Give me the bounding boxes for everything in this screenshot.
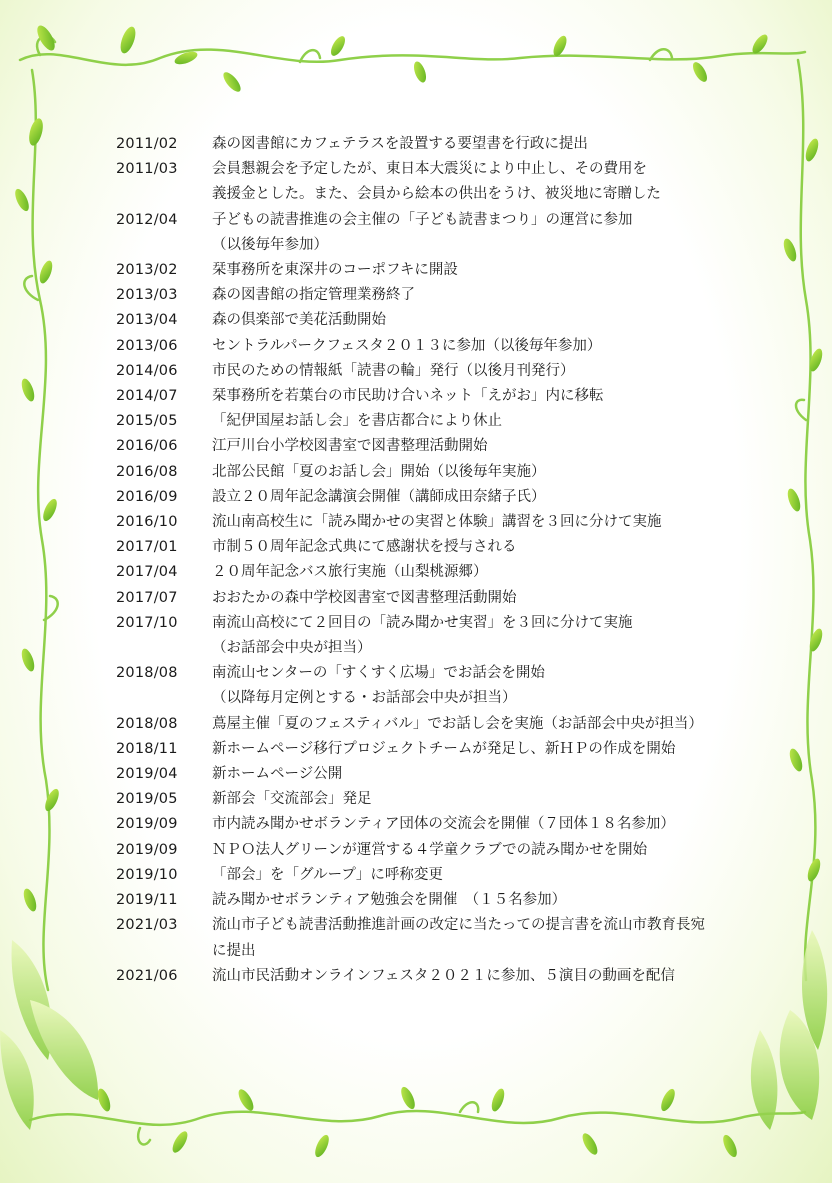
entry-description [212,157,756,207]
entry-description [212,560,756,585]
entry-description-line: ２０周年記念バス旅行実施（山梨桃源郷） [212,564,488,581]
entry-date: 2014/07 [116,388,178,405]
entry-date: 2013/02 [116,262,178,279]
entry-date: 2015/05 [116,413,178,430]
timeline-entry [116,560,756,585]
timeline-entry [116,787,756,812]
entry-description-line: 森の図書館の指定管理業務終了 [212,287,415,304]
entry-description-line: 会員懇親会を予定したが、東日本大震災により中止し、その費用を [212,161,647,178]
entry-date: 2019/09 [116,841,178,858]
entry-description-line: 「部会」を「グループ」に呼称変更 [212,866,443,883]
entry-description-line: 北部公民館「夏のお話し会」開始（以後毎年実施） [212,463,546,480]
entry-description-line: 流山市子ども読書活動推進計画の改定に当たっての提言書を流山市教育長宛 [212,917,705,934]
entry-description-line: （以後毎年参加） [212,236,328,253]
entry-description-line: 栞事務所を若葉台の市民助け合いネット「えがお」内に移転 [212,388,604,405]
timeline-entry [116,132,756,157]
timeline-entry [116,460,756,485]
entry-date: 2017/10 [116,614,178,631]
timeline-entry [116,863,756,888]
timeline-entry [116,737,756,762]
entry-description-line: 子どもの読書推進の会主催の「子ども読書まつり」の運営に参加 [212,211,633,228]
timeline-entry [116,964,756,989]
entry-description-line: 設立２０周年記念講演会開催（講師成田奈緒子氏） [212,488,546,505]
entry-date: 2016/10 [116,514,178,531]
entry-description [212,308,756,333]
entry-description [212,409,756,434]
entry-date: 2018/11 [116,740,178,757]
timeline-entry [116,510,756,535]
entry-description-line: 読み聞かせボランティア勉強会を開催 （１５名参加） [212,892,567,909]
entry-description [212,132,756,157]
entry-date: 2021/03 [116,917,178,934]
entry-date: 2021/06 [116,967,178,984]
entry-description-line: 栞事務所を東深井のコーポフキに開設 [212,262,458,279]
timeline-entry [116,586,756,611]
entry-description [212,838,756,863]
entry-date: 2019/05 [116,791,178,808]
entry-description [212,712,756,737]
entry-description-line: ＮＰＯ法人グリーンが運営する４学童クラブでの読み聞かせを開始 [212,841,648,858]
entry-date: 2017/07 [116,589,178,606]
entry-description [212,208,756,258]
entry-description-line: 市民のための情報紙「読書の輪」発行（以後月刊発行） [212,362,575,379]
entry-description [212,334,756,359]
timeline-entry [116,308,756,333]
entry-description [212,460,756,485]
entry-description-line: おおたかの森中学校図書室で図書整理活動開始 [212,589,517,606]
timeline-entry [116,535,756,560]
entry-description [212,787,756,812]
timeline-entry [116,384,756,409]
entry-description [212,485,756,510]
entry-date: 2019/09 [116,816,178,833]
timeline-entry [116,157,756,207]
timeline-entry [116,258,756,283]
entry-date: 2013/06 [116,337,178,354]
entry-description-line: 蔦屋主催「夏のフェスティバル」でお話し会を実施（お話部会中央が担当） [212,715,703,732]
entry-date: 2017/04 [116,564,178,581]
entry-description [212,359,756,384]
entry-description [212,434,756,459]
entry-description [212,661,756,711]
entry-description-line: 森の倶楽部で美花活動開始 [212,312,386,329]
timeline-entry [116,208,756,258]
timeline-entry [116,762,756,787]
entry-date: 2017/01 [116,539,178,556]
timeline-entry [116,838,756,863]
entry-description-line: 南流山高校にて２回目の「読み聞かせ実習」を３回に分けて実施 [212,614,633,631]
entry-date: 2019/11 [116,892,178,909]
entry-description [212,913,756,963]
timeline-entry [116,434,756,459]
entry-date: 2013/04 [116,312,178,329]
entry-date: 2018/08 [116,665,178,682]
entry-description [212,737,756,762]
timeline-entry [116,812,756,837]
timeline-entry [116,888,756,913]
entry-date: 2019/10 [116,866,178,883]
timeline-entry [116,611,756,661]
entry-description [212,586,756,611]
entry-description-line: （お話部会中央が担当） [212,640,372,657]
entry-date: 2013/03 [116,287,178,304]
entry-date: 2011/03 [116,161,178,178]
entry-date: 2019/04 [116,766,178,783]
entry-description [212,283,756,308]
entry-description [212,258,756,283]
timeline-entry [116,712,756,737]
entry-description-line: （以降毎月定例とする・お話部会中央が担当） [212,690,517,707]
entry-date: 2016/06 [116,438,178,455]
entry-date: 2016/09 [116,488,178,505]
entry-description [212,611,756,661]
entry-description-line: 新ホームページ公開 [212,766,343,783]
entry-description-line: 流山市民活動オンラインフェスタ２０２１に参加、５演目の動画を配信 [212,967,675,984]
entry-description-line: 南流山センターの「すくすく広場」でお話会を開始 [212,665,545,682]
entry-description-line: 森の図書館にカフェテラスを設置する要望書を行政に提出 [212,136,588,152]
entry-description-line: に提出 [212,942,256,959]
entry-description-line: 江戸川台小学校図書室で図書整理活動開始 [212,438,488,455]
entry-description-line: 市制５０周年記念式典にて感謝状を授与される [212,539,517,556]
timeline-entry [116,334,756,359]
entry-description [212,888,756,913]
entry-description [212,510,756,535]
timeline-entry [116,409,756,434]
entry-description-line: 新部会「交流部会」発足 [212,791,372,808]
entry-description [212,812,756,837]
timeline-entry [116,283,756,308]
timeline-entry [116,661,756,711]
timeline-entry [116,913,756,963]
timeline-entry [116,485,756,510]
entry-date: 2018/08 [116,715,178,732]
entry-description-line: 「紀伊国屋お話し会」を書店都合により休止 [212,413,502,430]
entry-date: 2011/02 [116,136,178,152]
entry-description-line: 流山南高校生に「読み聞かせの実習と体験」講習を３回に分けて実施 [212,514,662,531]
entry-date: 2014/06 [116,362,178,379]
entry-description [212,762,756,787]
entry-description-line: セントラルパークフェスタ２０１３に参加（以後毎年参加） [212,337,602,354]
entry-description-line: 義援金とした。また、会員から絵本の供出をうけ、被災地に寄贈した [212,186,661,203]
entry-date: 2012/04 [116,211,178,228]
entry-description [212,535,756,560]
entry-description-line: 新ホームページ移行プロジェクトチームが発足し、新ＨＰの作成を開始 [212,740,676,757]
history-timeline [116,132,756,989]
timeline-entry [116,359,756,384]
entry-description [212,863,756,888]
entry-description [212,384,756,409]
entry-description [212,964,756,989]
entry-date: 2016/08 [116,463,178,480]
entry-description-line: 市内読み聞かせボランティア団体の交流会を開催（７団体１８名参加） [212,816,675,833]
